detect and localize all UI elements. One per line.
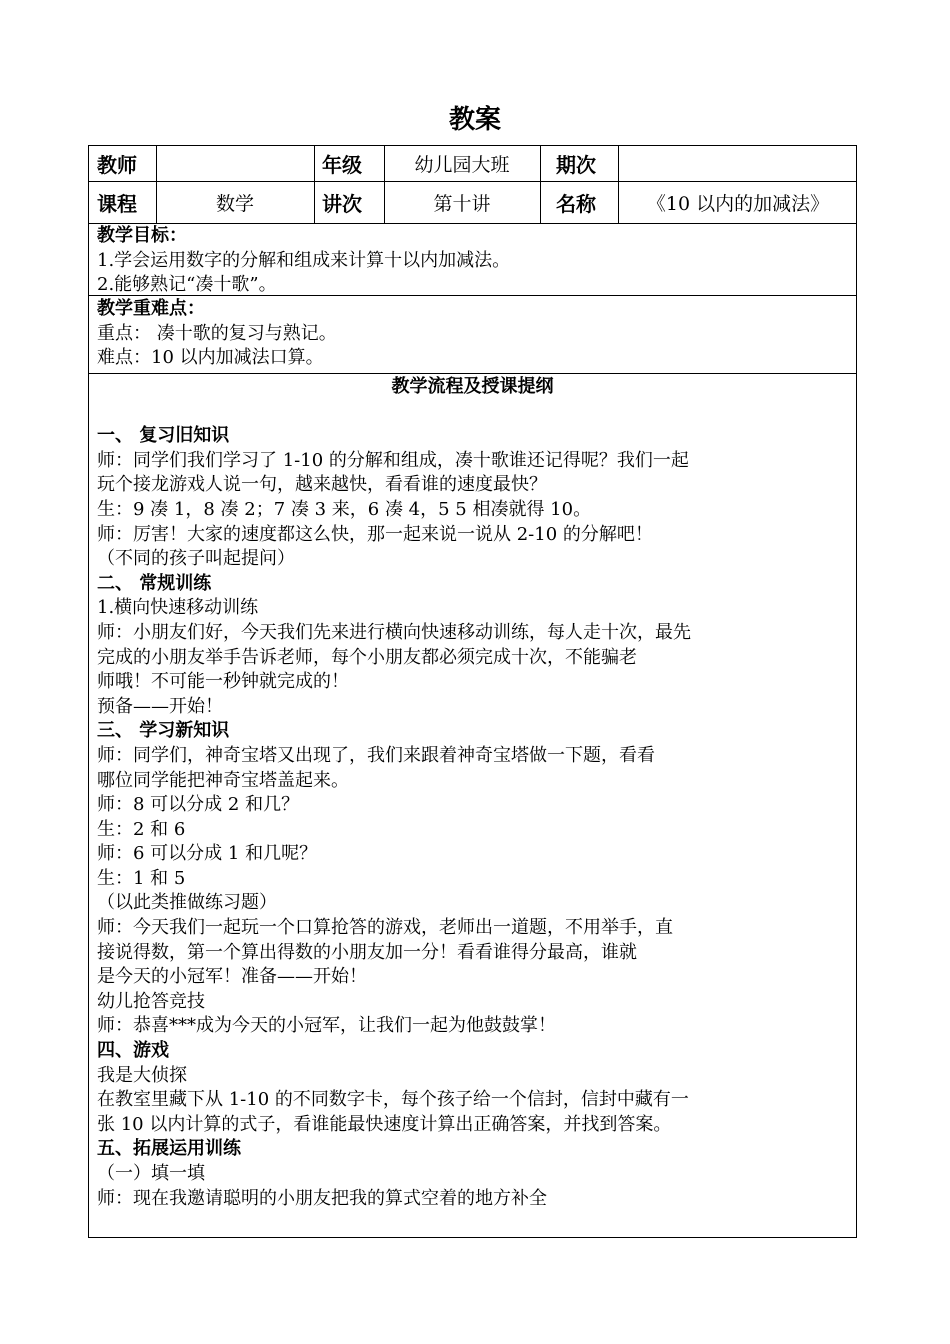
flow-line: 幼儿抢答竞技	[97, 990, 205, 1012]
flow-section-heading: 四、游戏	[97, 1040, 169, 1062]
lecture-value: 第十讲	[433, 193, 491, 215]
flow-line: 完成的小朋友举手告诉老师，每个小朋友都必须完成十次，不能骗老	[97, 646, 637, 668]
lecture-label: 讲次	[322, 192, 362, 216]
name-label: 名称	[556, 192, 596, 216]
objective-line: 1.学会运用数字的分解和组成来计算十以内加减法。	[97, 249, 511, 271]
lesson-plan-table	[88, 145, 857, 1238]
row-divider	[89, 373, 856, 374]
flow-line: 师：厉害！大家的速度都这么快，那一起来说一说从 2-10 的分解吧！	[97, 523, 653, 545]
course-label: 课程	[97, 192, 137, 216]
flow-line: 师：6 可以分成 1 和几呢？	[97, 843, 318, 865]
period-value	[618, 146, 858, 181]
flow-line: 是今天的小冠军！准备——开始！	[97, 966, 367, 988]
name-value: 《10 以内的加减法》	[646, 193, 830, 215]
flow-line: 我是大侦探	[97, 1064, 187, 1086]
flow-line: 预备——开始！	[97, 695, 223, 717]
course-value: 数学	[215, 193, 254, 215]
teaching-flow-section	[89, 375, 856, 1211]
flow-line: 师：同学们我们学习了 1-10 的分解和组成，凑十歌谁还记得呢？我们一起	[97, 449, 689, 471]
flow-line: （以此类推做练习题）	[97, 892, 277, 914]
flow-line: 师：8 可以分成 2 和几？	[97, 794, 300, 816]
flow-line: 师：小朋友们好，今天我们先来进行横向快速移动训练，每人走十次，最先	[97, 621, 691, 643]
flow-section-heading: 二、 常规训练	[97, 572, 212, 594]
flow-line: 师哦！不可能一秒钟就完成的！	[97, 671, 349, 693]
flow-line: 张 10 以内计算的式子，看谁能最快速度计算出正确答案，并找到答案。	[97, 1113, 672, 1135]
flow-line: 生：2 和 6	[97, 818, 186, 840]
flow-section-heading: 五、拓展运用训练	[97, 1138, 241, 1160]
flow-line: 接说得数，第一个算出得数的小朋友加一分！看看谁得分最高，谁就	[97, 941, 637, 963]
key-point-line: 重点： 凑十歌的复习与熟记。	[97, 322, 337, 344]
grade-label: 年级	[322, 153, 362, 177]
flow-section-heading: 一、 复习旧知识	[97, 425, 230, 447]
flow-line: 师：恭喜***成为今天的小冠军，让我们一起为他鼓鼓掌！	[97, 1015, 556, 1037]
key-points-section	[89, 297, 856, 371]
flow-line: 玩个接龙游戏人说一句，越来越快，看看谁的速度最快？	[97, 474, 547, 496]
key-point-line: 难点：10 以内加减法口算。	[97, 347, 324, 368]
flow-line: 在教室里藏下从 1-10 的不同数字卡，每个孩子给一个信封，信封中藏有一	[97, 1089, 689, 1111]
flow-lines	[89, 400, 856, 1212]
flow-heading: 教学流程及授课提纲	[391, 376, 554, 397]
objective-line: 2.能够熟记“凑十歌”。	[97, 274, 277, 295]
teacher-label: 教师	[97, 153, 137, 177]
teacher-value	[156, 146, 314, 181]
flow-line: 生：1 和 5	[97, 867, 186, 889]
key-points-heading: 教学重难点：	[97, 298, 205, 319]
flow-line	[89, 400, 856, 425]
grade-value: 幼儿园大班	[414, 154, 510, 176]
objectives-heading: 教学目标：	[97, 225, 187, 246]
document-title: 教案	[448, 105, 501, 135]
objectives-section	[89, 224, 856, 298]
flow-line: 哪位同学能把神奇宝塔盖起来。	[97, 769, 349, 791]
flow-line: 师：现在我邀请聪明的小朋友把我的算式空着的地方补全	[97, 1187, 547, 1209]
flow-section-heading: 三、 学习新知识	[97, 720, 230, 742]
period-label: 期次	[556, 153, 596, 177]
flow-line: 师：同学们，神奇宝塔又出现了，我们来跟着神奇宝塔做一下题，看看	[97, 744, 655, 766]
flow-line: 师：今天我们一起玩一个口算抢答的游戏，老师出一道题，不用举手，直	[97, 917, 673, 939]
flow-line: （不同的孩子叫起提问）	[97, 548, 295, 570]
flow-line: （一）填一填	[97, 1163, 205, 1184]
flow-line: 生：9 凑 1，8 凑 2；7 凑 3 来，6 凑 4，5 5 相凑就得 10。	[97, 498, 592, 520]
flow-line: 1.横向快速移动训练	[97, 597, 259, 619]
